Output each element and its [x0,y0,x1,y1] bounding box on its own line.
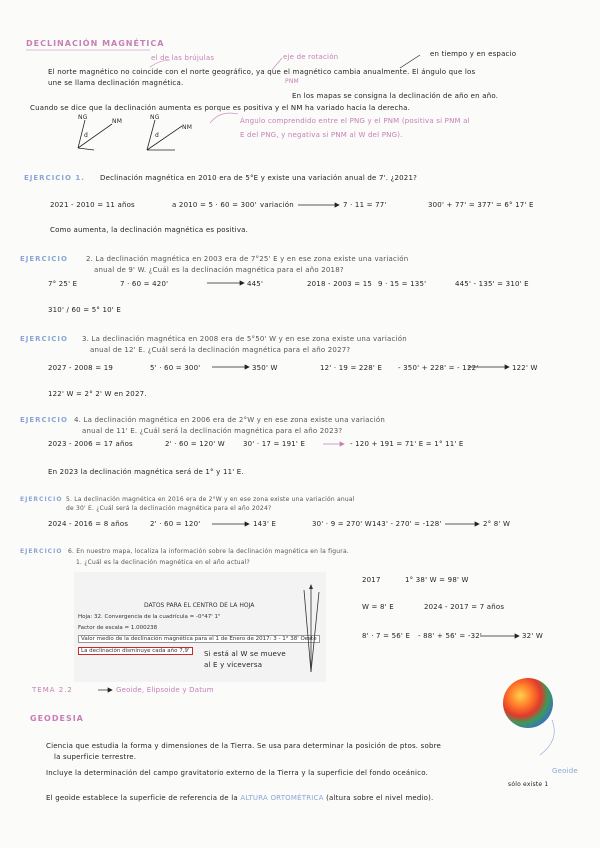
exercise-6-calc-5: 8' · 7 = 56' E [362,632,411,640]
exercise-3-calc-6: 122' W [512,364,538,372]
note-pnm: PNM [285,78,299,85]
exercise-1-title: EJERCICIO 1. [24,174,85,182]
exercise-1-calc-5: 300' + 77' = 377' = 6° 17' E [428,201,534,209]
exercise-6-calc-6: - 88' + 56' = -32' [418,632,483,640]
exercise-6-note-1: Si está al W se mueve [204,650,286,658]
exercise-2-result: 310' / 60 = 5° 10' E [48,306,121,314]
exercise-6-calc-1: 2017 [362,576,381,584]
exercise-2-statement-1: 2. La declinación magnética en 2003 era de 7°25' E y en ese zona existe una variación [86,255,409,263]
figure-line-4: La declinación disminuye cada año 7,9' [78,647,193,655]
exercise-3-statement-2: anual de 12' E. ¿Cuál será la declinación magnética para el año 2027? [90,346,351,354]
exercise-3-calc-2: 5' · 60 = 300' [150,364,201,372]
north-arrows-icon [299,582,323,677]
geodesia-p1-line-2: la superficie terrestre. [54,753,137,761]
exercise-5-statement-2: de 30' E. ¿Cuál será la declinación magnética para el año 2024? [66,505,272,512]
diagram-1-nm: NM [112,118,123,125]
exercise-4-title: EJERCICIO [20,416,68,424]
diagram-2-ng: NG [150,114,160,121]
exercise-2-calc-3: 445' [247,280,264,288]
geodesia-p3 [46,794,433,803]
exercise-5-calc-4: 30' · 9 = 270' W [312,520,372,528]
exercise-2-calc-4: 2018 - 2003 = 15 [307,280,373,288]
note-mapas: En los mapas se consigna la declinación de año en año. [292,92,499,100]
exercise-6-calc-7: 32' W [522,632,543,640]
exercise-2-calc-2: 7 · 60 = 420' [120,280,169,288]
exercise-5-calc-1: 2024 - 2016 = 8 años [48,520,129,528]
geoid-globe-image [503,678,553,728]
topic-number: TEMA 2.2 [32,686,73,694]
exercise-3-title: EJERCICIO [20,335,68,343]
declination-diagram-2 [147,120,182,150]
exercise-3-calc-1: 2027 - 2008 = 19 [48,364,114,372]
exercise-1-calc-1: 2021 - 2010 = 11 años [50,201,135,209]
exercise-6-statement-1: 6. En nuestro mapa, localiza la información sobre la declinación magnética en la figura. [68,548,349,555]
exercise-4-calc-1: 2023 - 2006 = 17 años [48,440,133,448]
exercise-5-calc-6: 2° 8' W [483,520,511,528]
exercise-2-calc-1: 7° 25' E [48,280,78,288]
exercise-4-statement-1: 4. La declinación magnética en 2006 era de 2°W y en ese zona existe una variación [74,416,385,424]
topic-title: Geoide, Elipsoide y Datum [116,686,214,694]
geodesia-p1-line-1: Ciencia que estudia la forma y dimensiones de la Tierra. Se usa para determinar la posición de ptos. sobre [46,742,442,750]
exercise-4-result: En 2023 la declinación magnética será de 1° y 11' E. [48,468,244,476]
definition-line-1: El norte magnético no coincide con el norte geográfico, ya que el magnético cambia anualmente. El ángulo que los [48,68,476,76]
exercise-2-calc-6: 445' - 135' = 310' E [455,280,529,288]
exercise-4-calc-3: 30' · 17 = 191' E [243,440,306,448]
exercise-1-calc-2: a 2010 = 5 · 60 = 300' [172,201,257,209]
section-title: DECLINACIÓN MAGNÉTICA [26,39,165,48]
exercise-2-statement-2: anual de 9' W. ¿Cuál es la declinación magnética para el año 2018? [94,266,344,274]
exercise-6-statement-2: 1. ¿Cuál es la declinación magnética en el año actual? [76,559,250,566]
exercise-5-calc-5: 143' - 270' = -128' [372,520,442,528]
exercise-1-conclusion: Como aumenta, la declinación magnética es positiva. [50,226,249,234]
exercise-1-calc-3: variación [260,201,294,209]
diagram-2-nm: NM [182,124,193,131]
exercise-3-calc-5: - 350' + 228' = - 122' [398,364,479,372]
note-brujulas: el de las brújulas [151,54,215,62]
figure-line-3: Valor medio de la declinación magnética para el 1 de Enero de 2017: 3 - 1° 38' Oeste [78,635,320,643]
figure-title: DATOS PARA EL CENTRO DE LA HOJA [144,602,255,609]
geoide-label: Geoide [552,767,578,775]
figure-line-1: Hoja: 32. Convergencia de la cuadrícula = -0°47' 1" [78,614,221,620]
exercise-6-calc-4: 2024 - 2017 = 7 años [424,603,505,611]
geodesia-p3-a: El geoide establece la superficie de referencia de la [46,794,238,802]
note-rotacion: eje de rotación [283,53,339,61]
figure-line-2: Factor de escala = 1.000238 [78,625,158,631]
exercise-6-calc-3: W = 8' E [362,603,394,611]
exercise-2-calc-5: 9 · 15 = 135' [378,280,427,288]
exercise-3-statement-1: 3. La declinación magnética en 2008 era de 5°50' W y en ese zona existe una variación [82,335,407,343]
diagram-1-d: d [84,132,89,139]
exercise-6-note-2: al E y viceversa [204,661,263,669]
exercise-3-calc-3: 350' W [252,364,278,372]
exercise-3-result: 122' W = 2° 2' W en 2027. [48,390,147,398]
map-data-figure [74,572,326,682]
exercise-5-statement-1: 5. La declinación magnética en 2016 era de 2°W y en ese zona existe una variación anual [66,496,355,503]
diagram-2-d: d [155,132,160,139]
exercise-4-calc-2: 2' · 60 = 120' W [165,440,225,448]
exercise-6-calc-2: 1° 38' W = 98' W [405,576,469,584]
exercise-5-title: EJERCICIO [20,496,63,503]
definition-line-2: une se llama declinación magnética. [48,79,184,87]
geodesia-p3-c: (altura sobre el nivel medio). [326,794,434,802]
altura-ortometrica: ALTURA ORTOMÉTRICA [240,794,324,802]
geodesia-p2: Incluye la determinación del campo gravitatorio externo de la Tierra y la superficie del fondo oceánico. [46,769,429,777]
angle-note-2: E del PNG, y negativa si PNM al W del PNG). [240,131,403,139]
exercise-1-statement: Declinación magnética en 2010 era de 5°E y existe una variación anual de 7'. ¿2021? [100,174,418,182]
exercise-5-calc-3: 143' E [253,520,277,528]
exercise-1-calc-4: 7 · 11 = 77' [343,201,387,209]
exercise-4-statement-2: anual de 11' E. ¿Cuál será la declinación magnética para el año 2023? [82,427,343,435]
geodesia-title: GEODESIA [30,714,84,723]
note-tiempo: en tiempo y en espacio [430,50,517,58]
geoide-note: sólo existe 1 [508,781,549,788]
angle-note-1: Ángulo comprendido entre el PNG y el PNM (positiva si PNM al [240,117,470,125]
diagram-1-ng: NG [78,114,88,121]
exercise-5-calc-2: 2' · 60 = 120' [150,520,201,528]
exercise-6-title: EJERCICIO [20,548,63,555]
exercise-4-calc-4: - 120 + 191 = 71' E = 1° 11' E [350,440,464,448]
exercise-2-title: EJERCICIO [20,255,68,263]
exercise-3-calc-4: 12' · 19 = 228' E [320,364,383,372]
note-aumenta: Cuando se dice que la declinación aumenta es porque es positiva y el NM ha variado hacia la derecha. [30,104,411,112]
